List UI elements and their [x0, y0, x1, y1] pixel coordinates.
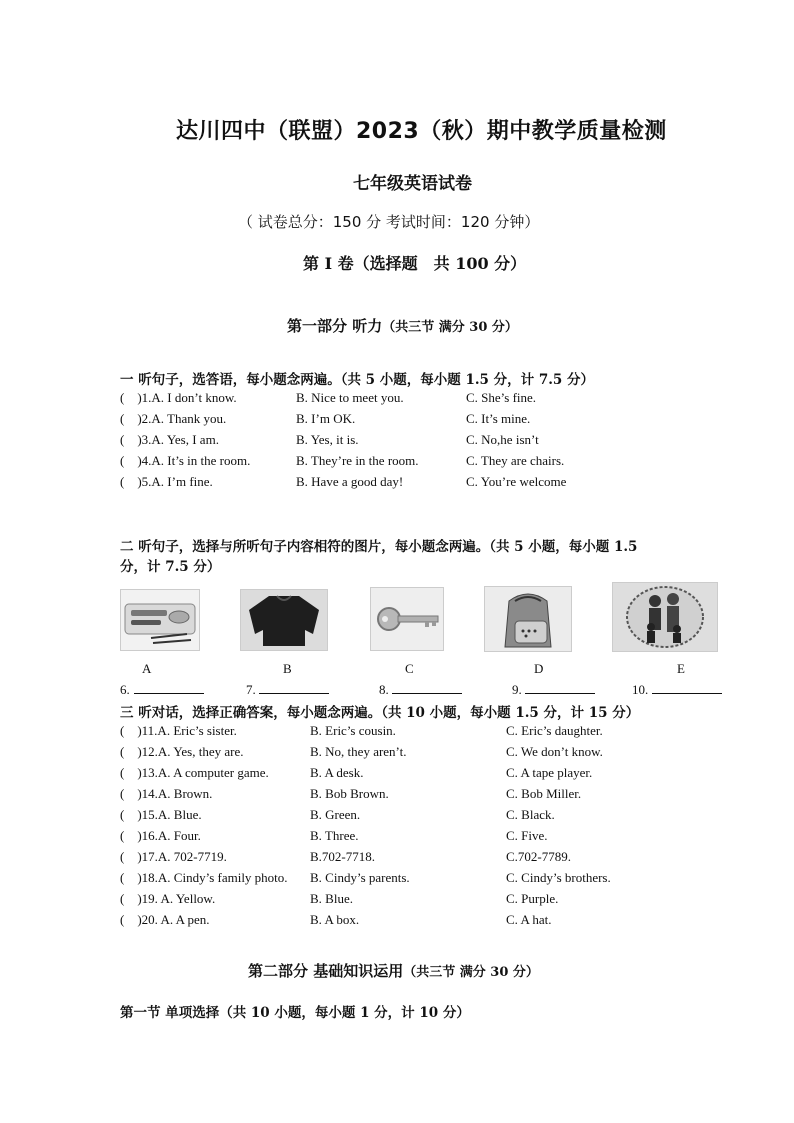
- part1-title: 第一部分 听力: [287, 317, 383, 335]
- option-a: ( )2.A. Thank you.: [120, 411, 227, 426]
- option-a: ( )14.A. Brown.: [120, 786, 213, 801]
- option-c: C. A hat.: [506, 912, 552, 927]
- option-c: C. They are chairs.: [466, 453, 565, 468]
- option-a: ( )19. A. Yellow.: [120, 891, 216, 906]
- pencil-case-icon: [121, 590, 199, 650]
- option-c: C. You’re welcome: [466, 474, 567, 489]
- section1-heading: 一 听句子，选答语，每小题念两遍。（共 5 小题，每小题 1.5 分，计 7.5 分）: [120, 372, 595, 388]
- question-row: [120, 451, 720, 471]
- option-b: B. Bob Brown.: [310, 786, 389, 801]
- question-row: [120, 826, 720, 846]
- question-row: [120, 472, 720, 492]
- blank-label: 9.: [512, 682, 522, 697]
- option-a: ( )15.A. Blue.: [120, 807, 202, 822]
- option-b: B. They’re in the room.: [296, 453, 419, 468]
- option-a: ( )1.A. I don’t know.: [120, 390, 237, 405]
- exam-title: 达川四中（联盟）2023（秋）期中教学质量检测: [176, 119, 667, 144]
- option-b: B. Eric’s cousin.: [310, 723, 396, 738]
- section3-heading: 三 听对话，选择正确答案，每小题念两遍。（共 10 小题，每小题 1.5 分，计 15 分）: [120, 705, 640, 721]
- option-c: C. We don’t know.: [506, 744, 603, 759]
- option-a: ( )12.A. Yes, they are.: [120, 744, 244, 759]
- option-c: C. Five.: [506, 828, 548, 843]
- blank-label: 10.: [632, 682, 649, 697]
- backpack-icon: [485, 587, 571, 651]
- question-row: [120, 868, 720, 888]
- option-a: ( )5.A. I’m fine.: [120, 474, 213, 489]
- question-row: [120, 409, 720, 429]
- picture-letter-b: B: [283, 661, 292, 676]
- option-b: B. Nice to meet you.: [296, 390, 404, 405]
- key-icon: [371, 588, 443, 650]
- option-a: ( )17.A. 702-7719.: [120, 849, 227, 864]
- part1-note: （共三节 满分 30 分）: [382, 320, 518, 335]
- option-b: B. Have a good day!: [296, 474, 404, 489]
- option-b: B. A box.: [310, 912, 360, 927]
- option-b: B. Blue.: [310, 891, 353, 906]
- question-row: [120, 847, 720, 867]
- picture-letter-e: E: [677, 661, 685, 676]
- blank-label: 8.: [379, 682, 389, 697]
- picture-a: [120, 589, 200, 651]
- question-row: [120, 805, 720, 825]
- option-b: B. I’m OK.: [296, 411, 356, 426]
- option-c: C. Purple.: [506, 891, 559, 906]
- question-row: [120, 784, 720, 804]
- part2-note: （共三节 满分 30 分）: [403, 965, 539, 980]
- option-c: C. It’s mine.: [466, 411, 531, 426]
- volume-heading: 第 I 卷（选择题 共 100 分）: [303, 254, 527, 273]
- family-photo-icon: [613, 583, 717, 651]
- blank-label: 6.: [120, 682, 130, 697]
- option-b: B. Yes, it is.: [296, 432, 359, 447]
- picture-letter-c: C: [405, 661, 414, 676]
- question-row: [120, 763, 720, 783]
- option-a: ( )4.A. It’s in the room.: [120, 453, 251, 468]
- picture-e: [612, 582, 718, 652]
- section2-heading-line1: 二 听句子，选择与所听句子内容相符的图片，每小题念两遍。（共 5 小题，每小题 1.5: [120, 539, 638, 555]
- option-a: ( )18.A. Cindy’s family photo.: [120, 870, 288, 885]
- question-row: [120, 742, 720, 762]
- option-c: C.702-7789.: [506, 849, 571, 864]
- option-c: C. Bob Miller.: [506, 786, 582, 801]
- question-row: [120, 430, 720, 450]
- option-c: C. A tape player.: [506, 765, 593, 780]
- part1-heading: [287, 315, 518, 336]
- part2-heading: [248, 960, 539, 981]
- exam-subtitle: 七年级英语试卷: [353, 174, 472, 194]
- blank-label: 7.: [246, 682, 256, 697]
- option-b: B. No, they aren’t.: [310, 744, 407, 759]
- option-c: C. Cindy’s brothers.: [506, 870, 611, 885]
- question-row: [120, 889, 720, 909]
- option-b: B. Three.: [310, 828, 359, 843]
- option-b: B. Green.: [310, 807, 361, 822]
- option-a: ( )13.A. A computer game.: [120, 765, 269, 780]
- question-row: [120, 388, 720, 408]
- option-b: B. A desk.: [310, 765, 364, 780]
- picture-d: [484, 586, 572, 652]
- picture-letter-d: D: [534, 661, 544, 676]
- option-c: C. Eric’s daughter.: [506, 723, 603, 738]
- section2-heading-line2: 分，计 7.5 分）: [120, 559, 221, 575]
- picture-b: [240, 589, 328, 651]
- sweater-icon: [241, 590, 327, 650]
- question-row: [120, 910, 720, 930]
- picture-c: [370, 587, 444, 651]
- exam-info: （ 试卷总分：150 分 考试时间：120 分钟）: [238, 213, 540, 231]
- part2-section1-heading: 第一节 单项选择（共 10 小题，每小题 1 分，计 10 分）: [120, 1005, 470, 1021]
- picture-letter-a: A: [142, 661, 152, 676]
- option-c: C. She’s fine.: [466, 390, 537, 405]
- option-b: B.702-7718.: [310, 849, 375, 864]
- option-a: ( )11.A. Eric’s sister.: [120, 723, 237, 738]
- option-a: ( )3.A. Yes, I am.: [120, 432, 219, 447]
- question-row: [120, 721, 720, 741]
- option-b: B. Cindy’s parents.: [310, 870, 410, 885]
- option-a: ( )20. A. A pen.: [120, 912, 210, 927]
- option-a: ( )16.A. Four.: [120, 828, 201, 843]
- option-c: C. No,he isn’t: [466, 432, 539, 447]
- part2-title: 第二部分 基础知识运用: [248, 962, 404, 980]
- option-c: C. Black.: [506, 807, 555, 822]
